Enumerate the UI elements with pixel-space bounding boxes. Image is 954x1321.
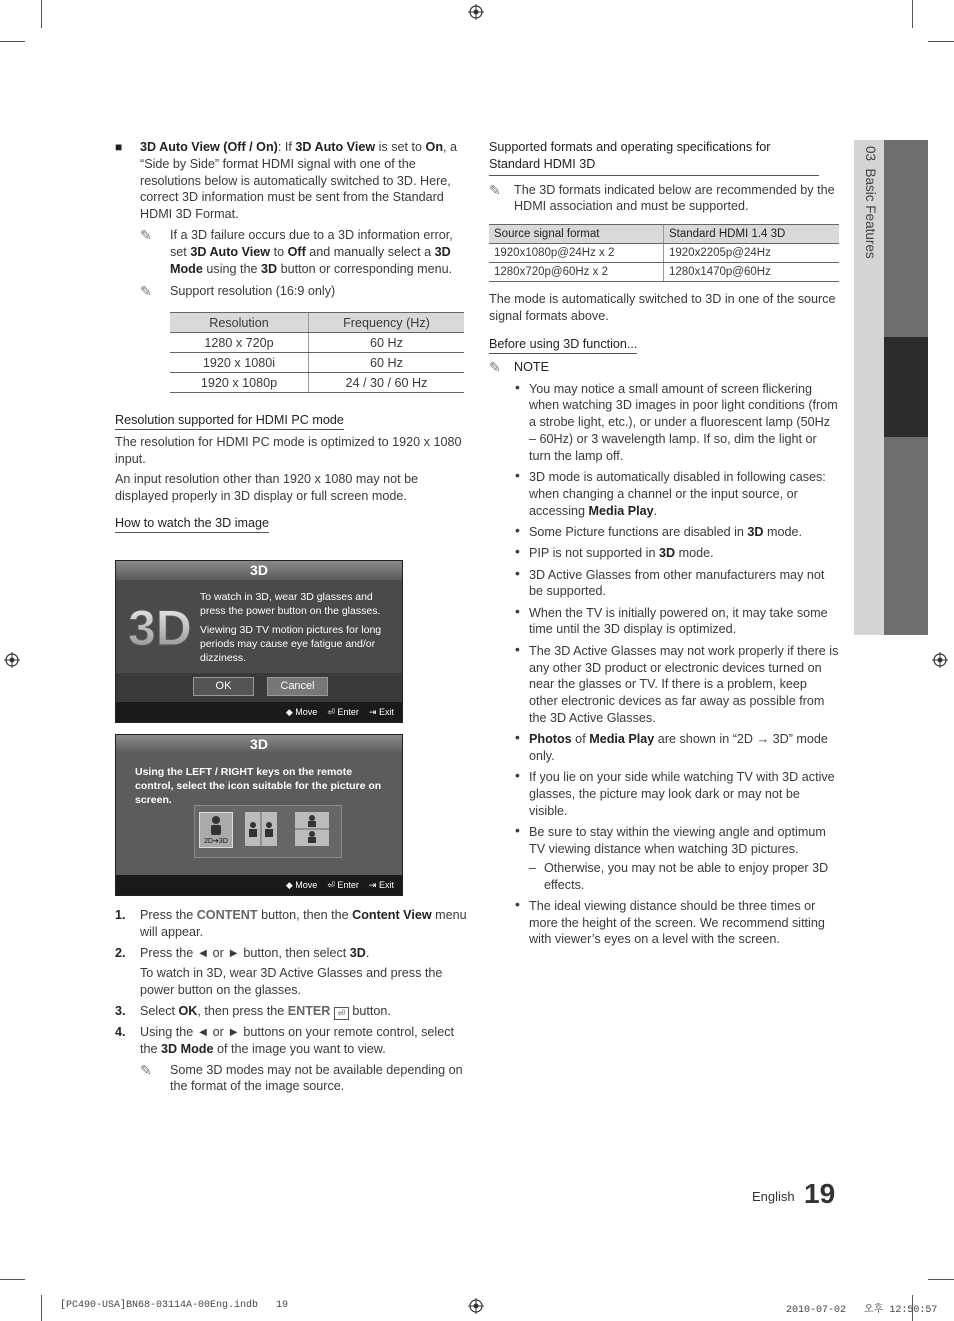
list-item: 2. Press the ◄ or ► button, then select 3D. To watch in 3D, wear 3D Active Glasses and press the power button on the glasses. [115,945,443,998]
screen-footer: ◆ Move ⏎ Enter ⇥ Exit [116,702,402,722]
enter-icon: ⏎ [327,707,335,717]
list-item: • Be sure to stay within the viewing angle and optimum TV viewing distance when watching 3D pictures. – Otherwise, you may not be able to enjoy proper 3D effects. [489,824,839,893]
mode-selector [194,805,342,858]
move-arrows-icon: ◆ [285,880,293,890]
note-list [489,378,839,949]
mode-option-2d-to-3d[interactable] [199,812,233,848]
crop-mark [41,1295,42,1321]
list-item: • The 3D Active Glasses may not work properly if there is any other 3D product or electronic devices turned on near the glasses or TV. If there is a problem, keep other electronic devices as far away as possible from the 3D Active Glasses. [515,640,839,725]
chapter-number: 03 [863,146,878,162]
note-3d-failure: ✎ If a 3D failure occurs due to a 3D information error, set 3D Auto View to Off and manually select a 3D Mode using the 3D button or corresponding menu. [140,226,453,276]
registration-mark-icon [468,4,484,20]
mode-option-top-bottom[interactable] [295,812,329,846]
chapter-band-active [884,337,928,437]
list-item: • If you lie on your side while watching TV with 3D active glasses, the picture may look dark or may not be visible. [515,767,835,818]
cancel-button[interactable]: Cancel [267,677,328,696]
registration-mark-icon [4,652,20,668]
pencil-note-icon: ✎ [140,226,152,243]
crop-mark [0,41,25,42]
registration-mark-icon [932,652,948,668]
table-header: Resolution [170,313,308,333]
screen-title: 3D [116,561,402,580]
format-table [489,224,839,282]
note-formats: ✎ The 3D formats indicated below are recommended by the HDMI association and must be supported. [489,181,835,214]
table-row: 1920 x 1080i 60 Hz [170,353,464,373]
table-row: 1280x720p@60Hz x 2 1280x1470p@60Hz [489,263,839,282]
note-header: ✎ NOTE [489,358,549,375]
note-3d-modes: ✎ Some 3D modes may not be available depending on the format of the image source. [140,1061,463,1094]
left-column [115,139,465,533]
top-bottom-icon [295,812,329,846]
tv-screen-3d-warning [115,560,403,723]
list-item: • 3D Active Glasses from other manufacturers may not be supported. [515,564,825,599]
screen-message: To watch in 3D, wear 3D glasses and press the power button on the glasses. [200,591,381,617]
section-heading: Resolution supported for HDMI PC mode [115,413,344,430]
chapter-label: Basic Features [863,168,878,259]
language-label: English [752,1189,795,1204]
side-by-side-icon [245,812,277,846]
crop-mark [928,41,954,42]
table-header: Standard HDMI 1.4 3D [664,225,840,244]
square-bullet-icon: ■ [115,140,123,154]
section-heading: Supported formats and operating specifications for Standard HDMI 3D [489,139,819,176]
crop-mark [0,1279,25,1280]
list-item: 3. Select OK, then press the ENTER ⏎ button. [115,1003,391,1018]
svg-text:3D: 3D [128,600,192,655]
section-heading: Before using 3D function... [489,337,637,354]
print-file-info: [PC490-USA]BN68-03114A-00Eng.indb 19 [60,1300,289,1311]
table-row: 1280 x 720p 60 Hz [170,333,464,353]
page-number: 19 [804,1178,836,1209]
list-item: • When the TV is initially powered on, it may take some time until the 3D display is optimized. [515,602,828,637]
table-header: Frequency (Hz) [308,313,464,333]
chapter-tab [854,140,884,635]
move-arrows-icon: ◆ [285,707,293,717]
auto-view-section: ■ 3D Auto View (Off / On): If 3D Auto View is set to On, a “Side by Side” format HDMI signal with one of the resolutions below is automatically switched to 3D. Here, correct 3D information must be sent from the Standard HDMI 3D Format. [115,140,458,222]
enter-key-icon: ⏎ [334,1007,349,1020]
steps-section [115,907,467,1095]
list-item: • The ideal viewing distance should be three times or more the height of the screen. We recommend sitting with viewer’s eyes on a level with the screen. [515,895,825,947]
screen-message: Viewing 3D TV motion pictures for long periods may cause eye fatigue and/or dizziness. [200,624,382,664]
mode-option-side-by-side[interactable] [245,812,277,846]
crop-mark [912,0,913,28]
pencil-note-icon: ✎ [140,283,152,300]
pencil-note-icon: ✎ [489,181,501,198]
screen-message: Using the LEFT / RIGHT keys on the remote control, select the icon suitable for the picture on screen. [135,766,382,806]
mode-label: 2D➔3D [204,838,228,845]
table-header: Source signal format [489,225,664,244]
registration-mark-icon [468,1298,484,1314]
pencil-note-icon: ✎ [489,358,501,375]
print-timestamp: 2010-07-02 오후 12:50:57 [786,1305,938,1316]
pencil-note-icon: ✎ [140,1061,152,1078]
list-item: • Photos of Media Play are shown in “2D → 3D” mode only. [515,729,828,764]
table-row: 1920 x 1080p 24 / 30 / 60 Hz [170,373,464,393]
screen-footer: ◆ Move ⏎ Enter ⇥ Exit [116,875,402,895]
right-column [489,139,839,953]
table-row: 1920x1080p@24Hz x 2 1920x2205p@24Hz [489,244,839,263]
list-item: • Some Picture functions are disabled in 3D mode. [515,521,803,539]
sub-list-item: – Otherwise, you may not be able to enjoy proper 3D effects. [529,860,829,892]
mode-text: The mode is automatically switched to 3D in one of the source signal formats above. [489,292,836,323]
list-item: 1. Press the CONTENT button, then the Content View menu will appear. [115,908,467,939]
exit-icon: ⇥ [368,880,377,890]
exit-icon: ⇥ [368,707,377,717]
tv-screen-3d-mode [115,734,403,896]
enter-icon: ⏎ [327,880,335,890]
section-heading: How to watch the 3D image [115,516,269,533]
chapter-band [884,140,928,337]
list-item: • PIP is not supported in 3D mode. [515,543,714,561]
list-item: 4. Using the ◄ or ► buttons on your remote control, select the 3D Mode of the image you want to view. [115,1024,455,1056]
person-icon [209,815,223,835]
ok-button[interactable]: OK [193,677,254,696]
chapter-band [884,437,928,635]
crop-mark [41,0,42,28]
resolution-table [170,312,464,393]
list-item: • You may notice a small amount of screen flickering when watching 3D images in poor light conditions (from a strobe light, etc.), or under a fluorescent lamp (50Hz – 60Hz) or 3 wavelength lamp. If so, dim the light or turn the lamp off. [515,378,838,463]
page-footer [752,1178,842,1210]
3d-logo-icon [126,593,192,655]
list-item: • 3D mode is automatically disabled in following cases: when changing a channel or the input source, or accessing Media Play. [515,467,826,518]
crop-mark [928,1279,954,1280]
screen-title: 3D [116,735,402,754]
note-support-resolution: ✎ Support resolution (16:9 only) [140,283,336,300]
auto-view-label: 3D Auto View (Off / On) [140,140,278,154]
hdmi-pc-section: Resolution supported for HDMI PC mode The resolution for HDMI PC mode is optimized to 1920 x 1080 input. An input resolution other than 1920 x 1080 may not be displayed properly in 3D display or full screen mode. [115,413,462,503]
